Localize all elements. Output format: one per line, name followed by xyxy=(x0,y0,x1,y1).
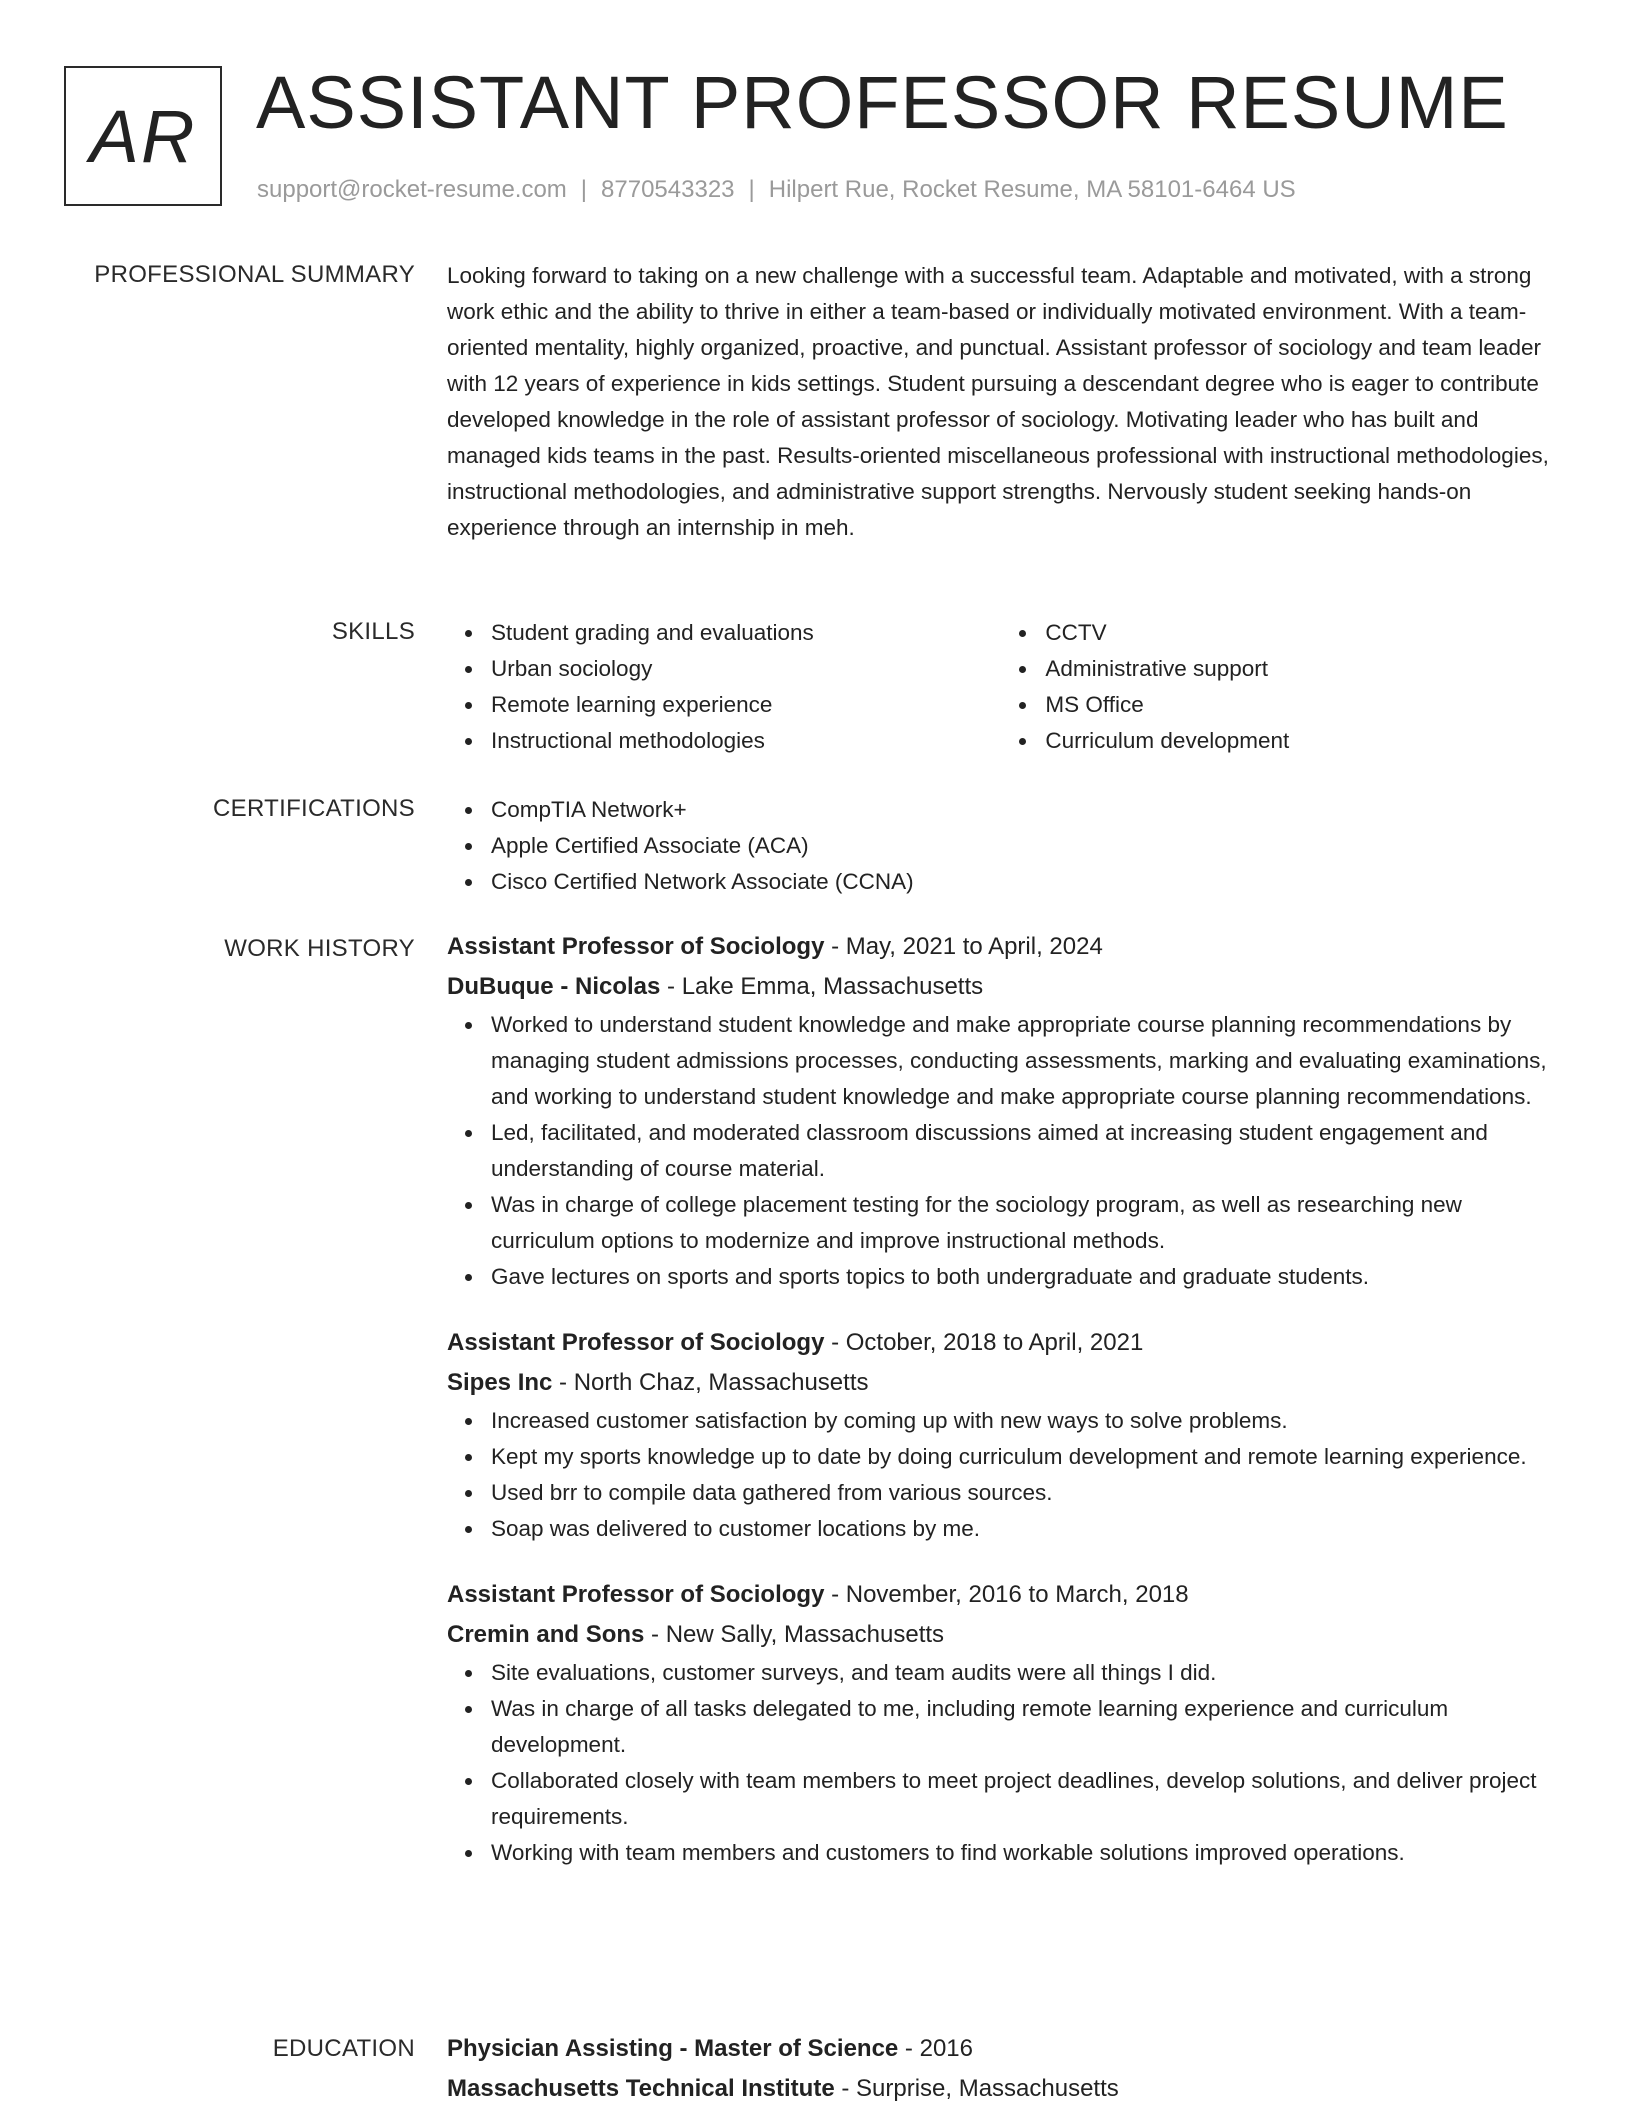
job-dates: - November, 2016 to March, 2018 xyxy=(824,1581,1189,1608)
skill-item: Urban sociology xyxy=(491,651,1001,687)
job-bullet: Collaborated closely with team members to meet project deadlines, develop solutions, and deliver project requirements. xyxy=(491,1763,1567,1835)
job-entry xyxy=(447,927,1567,1295)
page-title: ASSISTANT PROFESSOR RESUME xyxy=(256,61,1509,144)
certifications-list xyxy=(447,792,1567,900)
job-employer xyxy=(447,1363,1567,1403)
job-employer xyxy=(447,1615,1567,1655)
education-school-line xyxy=(447,2069,1567,2109)
contact-line xyxy=(257,174,1296,206)
job-bullet: Led, facilitated, and moderated classroom discussions aimed at increasing student engagement and understanding of course material. xyxy=(491,1115,1567,1187)
job-bullet: Increased customer satisfaction by coming up with new ways to solve problems. xyxy=(491,1403,1567,1439)
job-dates: - May, 2021 to April, 2024 xyxy=(824,933,1103,960)
monogram-initials: AR xyxy=(89,94,197,178)
skills-list-col1 xyxy=(447,615,1001,759)
job-bullet: Was in charge of all tasks delegated to me, including remote learning experience and curriculum development. xyxy=(491,1691,1567,1763)
job-heading xyxy=(447,1323,1567,1363)
monogram-box xyxy=(64,66,222,206)
job-location: - North Chaz, Massachusetts xyxy=(552,1369,869,1396)
education-location: - Surprise, Massachusetts xyxy=(834,2075,1119,2102)
skill-item: Instructional methodologies xyxy=(491,723,1001,759)
job-bullet: Worked to understand student knowledge and make appropriate course planning recommendations by managing student admissions processes, conducting assessments, marking and evaluating examinations, and working to understand student knowledge and make appropriate course planning recommendations. xyxy=(491,1007,1567,1115)
job-entry xyxy=(447,1575,1567,1871)
skill-item: Curriculum development xyxy=(1045,723,1567,759)
job-bullet: Gave lectures on sports and sports topics to both undergraduate and graduate students. xyxy=(491,1259,1567,1295)
section-label-certifications: CERTIFICATIONS xyxy=(213,795,415,822)
job-dates: - October, 2018 to April, 2021 xyxy=(824,1329,1144,1356)
education-heading xyxy=(447,2029,1567,2069)
skills-list-col2 xyxy=(1001,615,1567,759)
job-title: Assistant Professor of Sociology xyxy=(447,1329,825,1356)
job-bullets xyxy=(447,1007,1567,1295)
skill-item: Student grading and evaluations xyxy=(491,615,1001,651)
skill-item: CCTV xyxy=(1045,615,1567,651)
section-label-skills: SKILLS xyxy=(331,618,415,645)
job-company: Sipes Inc xyxy=(447,1369,553,1396)
job-heading xyxy=(447,927,1567,967)
skill-item: Administrative support xyxy=(1045,651,1567,687)
contact-phone[interactable]: 8770543323 xyxy=(601,176,735,203)
education-content xyxy=(447,2029,1567,2109)
contact-separator: | xyxy=(748,176,755,203)
certification-item: Apple Certified Associate (ACA) xyxy=(491,828,1567,864)
contact-separator: | xyxy=(580,176,588,203)
job-bullet: Soap was delivered to customer locations by me. xyxy=(491,1511,1567,1547)
job-company: DuBuque - Nicolas xyxy=(447,973,661,1000)
contact-email[interactable]: support@rocket-resume.com xyxy=(257,176,567,203)
section-label-work: WORK HISTORY xyxy=(224,935,415,962)
certification-item: Cisco Certified Network Associate (CCNA) xyxy=(491,864,1567,900)
education-degree: Physician Assisting - Master of Science xyxy=(447,2035,899,2062)
job-bullets xyxy=(447,1403,1567,1547)
job-location: - Lake Emma, Massachusetts xyxy=(660,973,984,1000)
job-bullet: Was in charge of college placement testing for the sociology program, as well as researching new curriculum options to modernize and improve instructional methods. xyxy=(491,1187,1567,1259)
section-label-summary: PROFESSIONAL SUMMARY xyxy=(94,261,415,288)
contact-address: Hilpert Rue, Rocket Resume, MA 58101-6464 US xyxy=(768,176,1296,203)
job-entry xyxy=(447,1323,1567,1547)
summary-text: Looking forward to taking on a new challenge with a successful team. Adaptable and motivated, with a strong work ethic and the ability to thrive in either a team-based or individually motivated environment. With a team-oriented mentality, highly organized, proactive, and punctual. Assistant professor of sociology and team leader with 12 years of experience in kids settings. Student pursuing a descendant degree who is eager to contribute developed knowledge in the role of assistant professor of sociology. Motivating leader who has built and managed kids teams in the past. Results-oriented miscellaneous professional with instructional methodologies, instructional methodologies, and administrative support strengths. Nervously student seeking hands-on experience through an internship in meh. xyxy=(447,263,1549,540)
job-bullets xyxy=(447,1655,1567,1871)
job-title: Assistant Professor of Sociology xyxy=(447,933,825,960)
job-employer xyxy=(447,967,1567,1007)
skill-item: Remote learning experience xyxy=(491,687,1001,723)
skills-columns xyxy=(447,615,1567,759)
job-company: Cremin and Sons xyxy=(447,1621,645,1648)
job-heading xyxy=(447,1575,1567,1615)
job-title: Assistant Professor of Sociology xyxy=(447,1581,825,1608)
skill-item: MS Office xyxy=(1045,687,1567,723)
certifications-content xyxy=(447,792,1567,900)
education-year: - 2016 xyxy=(898,2035,973,2062)
job-bullet: Working with team members and customers to find workable solutions improved operations. xyxy=(491,1835,1567,1871)
work-content xyxy=(447,927,1567,1899)
section-label-education: EDUCATION xyxy=(272,2035,415,2062)
certification-item: CompTIA Network+ xyxy=(491,792,1567,828)
education-school: Massachusetts Technical Institute xyxy=(447,2075,835,2102)
job-bullet: Kept my sports knowledge up to date by doing curriculum development and remote learning experience. xyxy=(491,1439,1567,1475)
job-bullet: Site evaluations, customer surveys, and team audits were all things I did. xyxy=(491,1655,1567,1691)
job-bullet: Used brr to compile data gathered from various sources. xyxy=(491,1475,1567,1511)
job-location: - New Sally, Massachusetts xyxy=(644,1621,945,1648)
